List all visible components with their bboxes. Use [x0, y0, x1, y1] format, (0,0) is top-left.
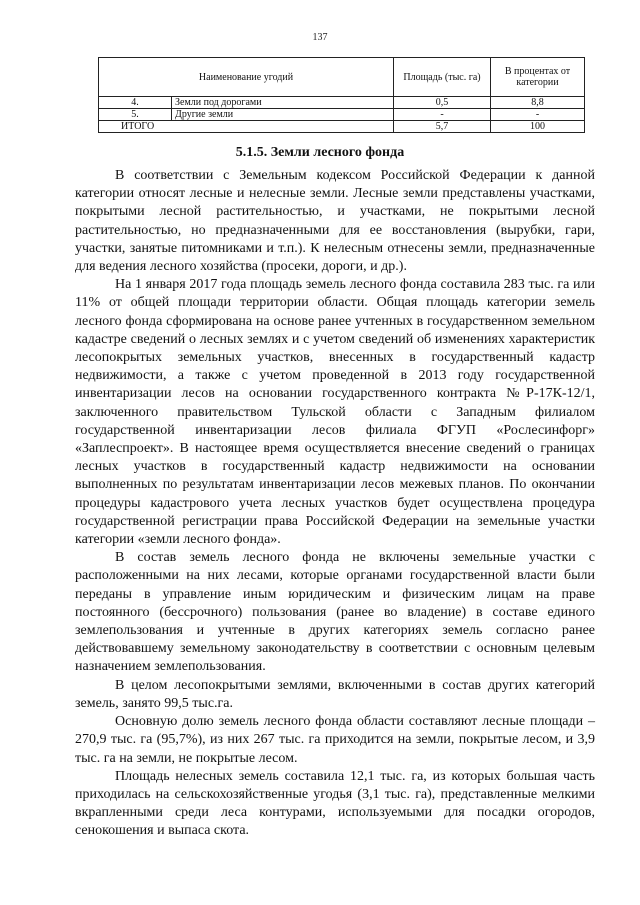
paragraph: Площадь нелесных земель составила 12,1 тыс. га, из которых большая часть приходилась на сельскохозяйственные угодья (3,1 тыс. га), представленные мелкими вкрапленными среди леса контурами, используемыми для посадки огородов, сенокошения и выпаса скота.	[75, 768, 595, 839]
total-percent: 100	[491, 121, 585, 133]
paragraph: В целом лесопокрытыми землями, включенными в состав других категорий земель, занято 99,5 тыс.га.	[75, 677, 595, 711]
table-header-row	[99, 58, 585, 97]
section-title: 5.1.5. Земли лесного фонда	[235, 145, 405, 160]
column-header-area: Площадь (тыс. га)	[394, 58, 491, 97]
row-number: 5.	[99, 109, 172, 121]
page-number: 137	[312, 32, 328, 43]
land-table	[98, 57, 585, 133]
row-name: Земли под дорогами	[172, 97, 394, 109]
row-area: -	[394, 109, 491, 121]
column-header-percent: В процентах от категории	[491, 58, 585, 97]
row-percent: 8,8	[491, 97, 585, 109]
total-area: 5,7	[394, 121, 491, 133]
row-name: Другие земли	[172, 109, 394, 121]
paragraph: В соответствии с Земельным кодексом Российской Федерации к данной категории относят лесные и нелесные земли. Лесные земли представлены участками, покрытыми лесной растительностью, и участками, не покрытыми лесной растительностью, но предназначенными для ее восстановления (вырубки, гари, участки, занятые питомниками и т.п.). К нелесным отнесены земли, предназначенные для ведения лесного хозяйства (просеки, дороги, и др.).	[75, 168, 595, 275]
paragraph: В состав земель лесного фонда не включены земельные участки с расположенными на них лесами, которые органами государственной власти были переданы в управление иным юридическим и физическим лицам на праве постоянного (бессрочного) пользования (ранее во владение) в составе единого землепользования и учтенные в других категориях земель согласно ранее действовавшему земельному законодательству в соответствии с основным целевым назначением землепользования.	[75, 550, 595, 675]
row-number: 4.	[99, 97, 172, 109]
table-row	[99, 109, 585, 121]
total-label: ИТОГО	[99, 121, 394, 133]
row-area: 0,5	[394, 97, 491, 109]
table-total-row	[99, 121, 585, 133]
table-row	[99, 97, 585, 109]
section-body	[75, 167, 595, 841]
paragraph: На 1 января 2017 года площадь земель лесного фонда составила 283 тыс. га или 11% от общей площади территории области. Общая площадь категории земель лесного фонда сформирована на основе ранее учтенных в государственном земельном кадастре сведений о лесных землях и с учетом сведений об изменениях характеристик лесопокрытых земельных участков, внесенных в государственный кадастр недвижимости, а также с учетом проведенной в 2013 году государственной инвентаризации лесов на основании государственного контракта №Р-17К-12/1, заключенного правительством Тульской области с Западным филиалом государственной инвентаризации лесов филиала ФГУП «Рослесинфорг» «Заплеспроект». В настоящее время осуществляется внесение сведений о границах лесных участков в государственный кадастр недвижимости на основании выполненных по результатам инвентаризации лесов межевых планов. По окончании процедуры кадастрового учета лесных участков будет осуществлена процедура государственной регистрации права Российской Федерации на земельные участки категории «земли лесного фонда».	[75, 277, 595, 548]
column-header-name: Наименование угодий	[99, 58, 394, 97]
row-percent: -	[491, 109, 585, 121]
paragraph: Основную долю земель лесного фонда области составляют лесные площади – 270,9 тыс. га (95,7%), из них 267 тыс. га приходится на земли, покрытые лесом, и 3,9 тыс. га на земли, не покрытые лесом.	[75, 714, 595, 766]
